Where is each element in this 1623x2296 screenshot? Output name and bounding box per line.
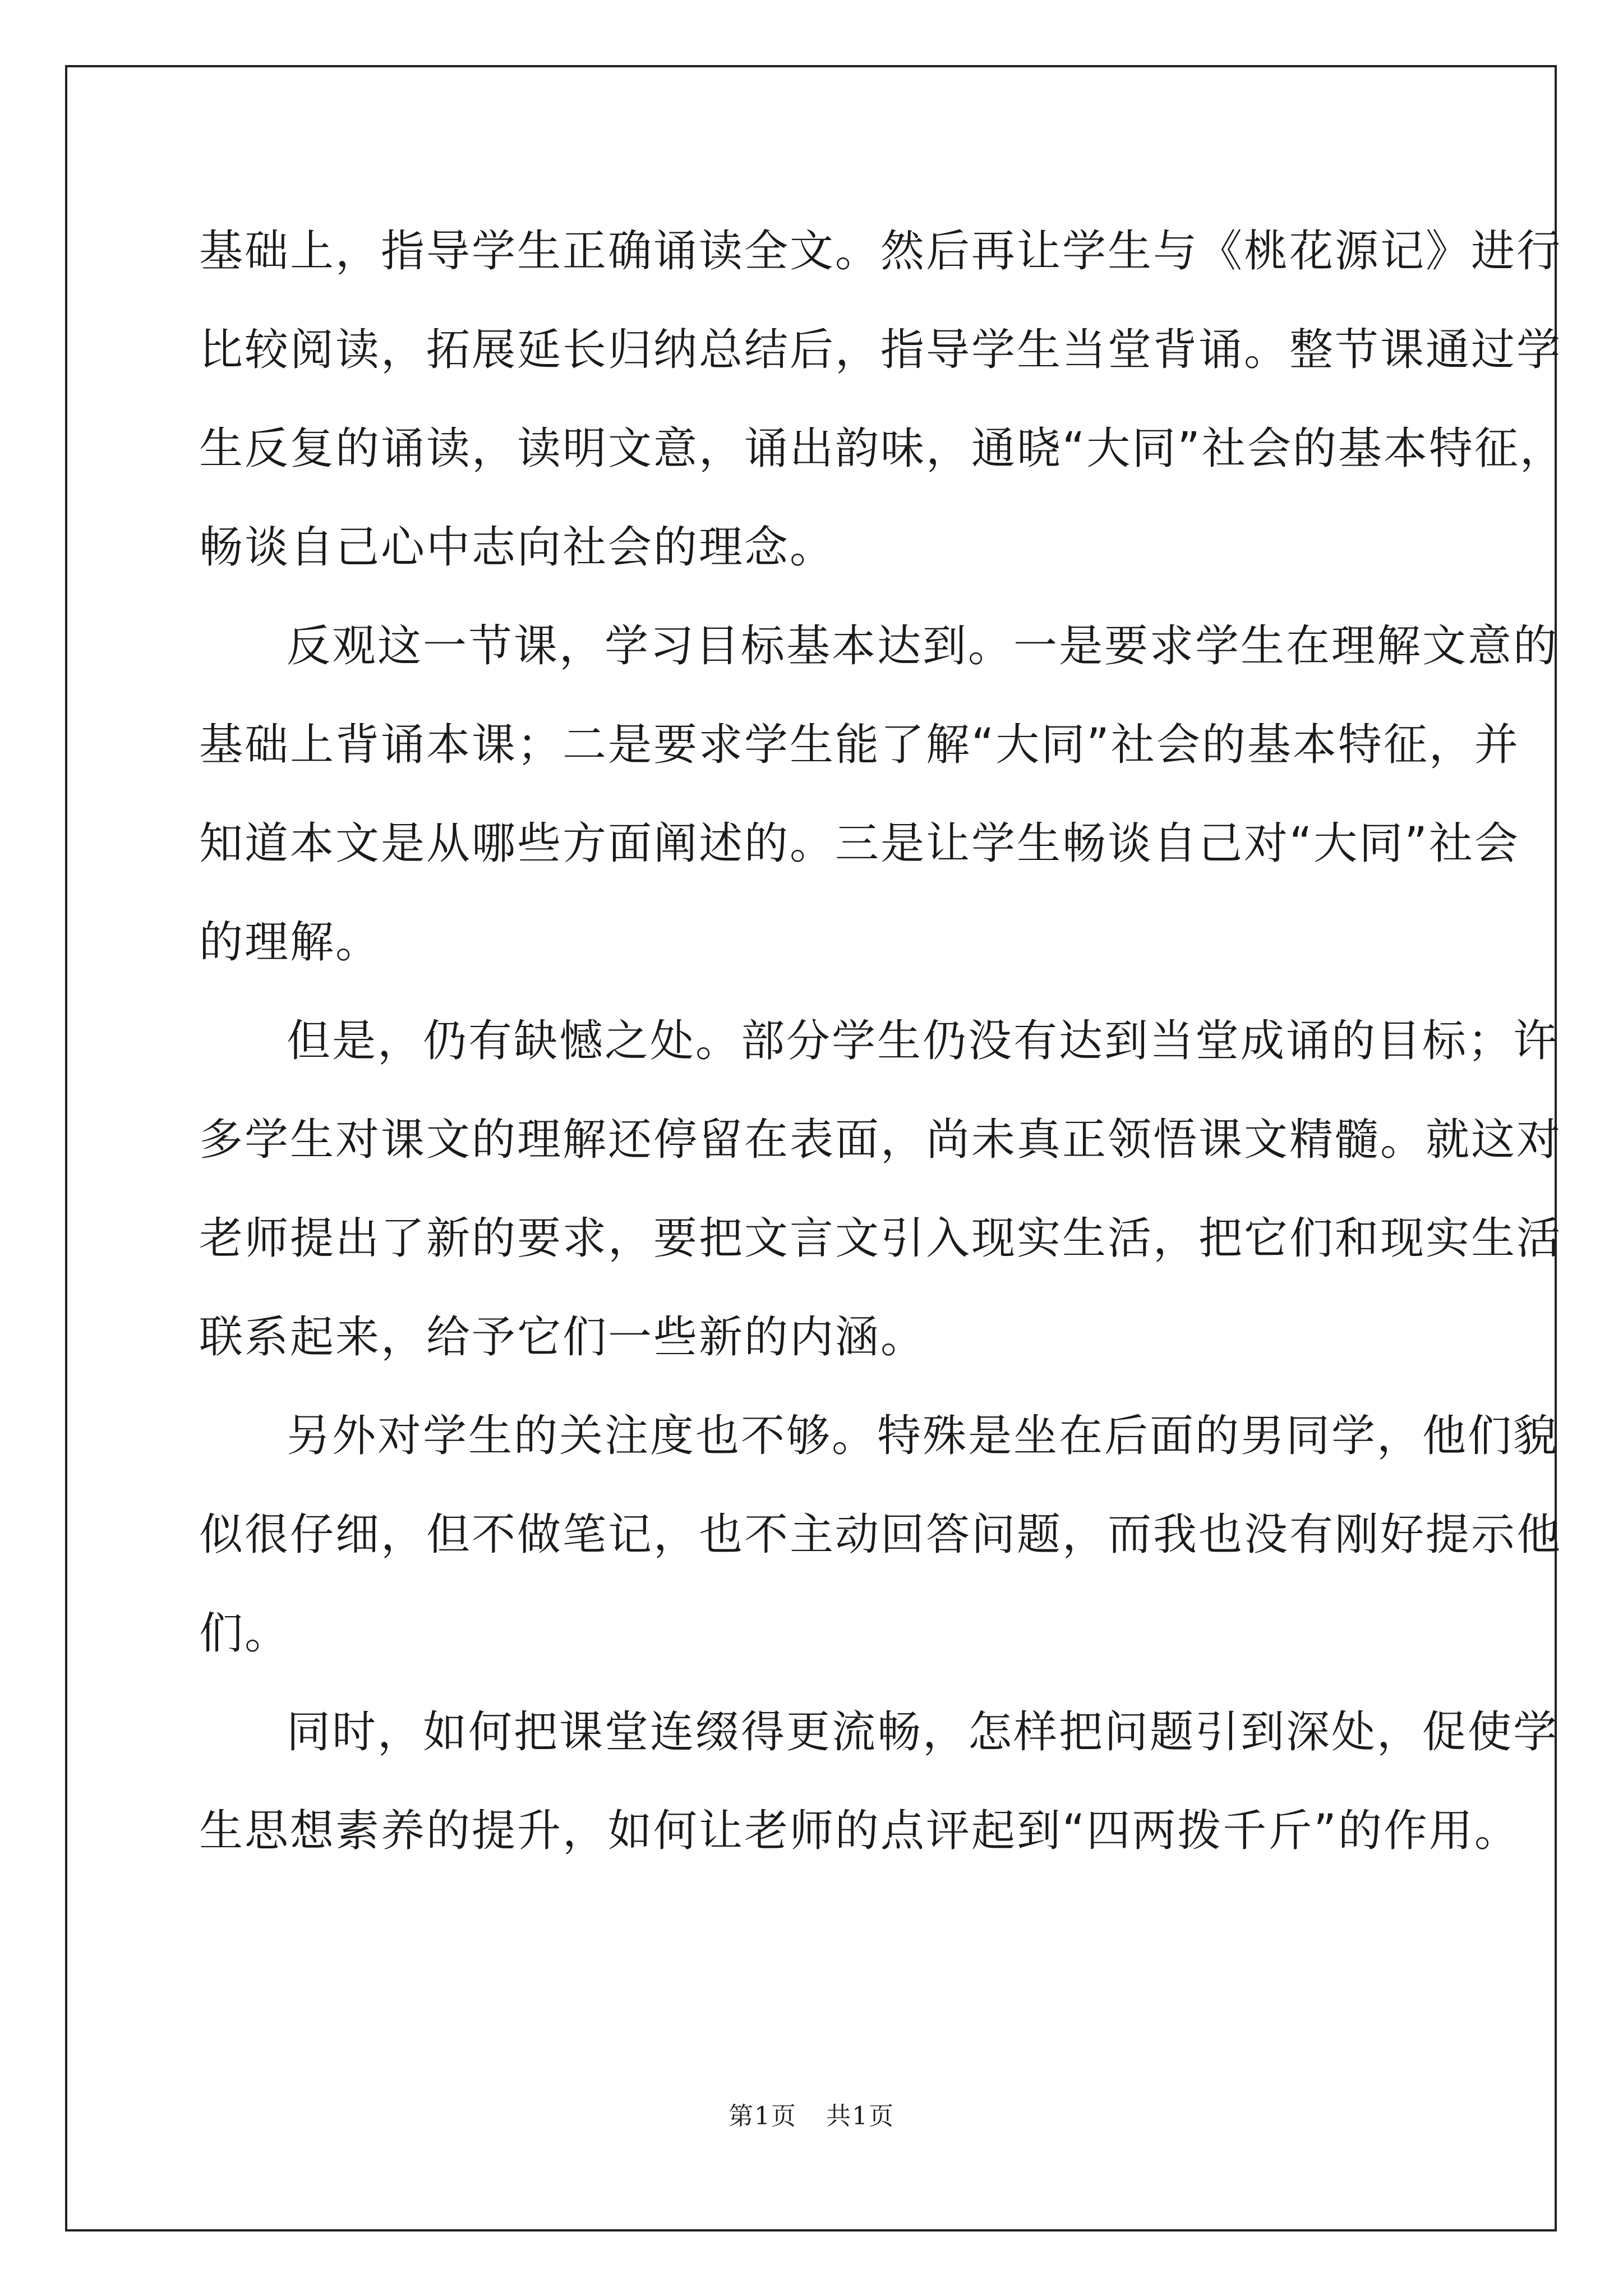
text-line: 同时，如何把课堂连缀得更流畅，怎样把问题引到深处，促使学 (287, 1707, 1559, 1757)
text-line: 比较阅读，拓展延长归纳总结后，指导学生当堂背诵。整节课通过学 (199, 325, 1562, 375)
text-line: 老师提出了新的要求，要把文言文引入现实生活，把它们和现实生活 (199, 1213, 1562, 1264)
text-line: 的理解。 (199, 917, 381, 968)
text-line: 多学生对课文的理解还停留在表面，尚未真正领悟课文精髓。就这对 (199, 1115, 1562, 1165)
page-total: 共1页 (826, 2102, 895, 2131)
paragraph (199, 992, 1562, 1387)
document-body (199, 202, 1565, 1880)
text-line: 但是，仍有缺憾之处。部分学生仍没有达到当堂成诵的目标；许 (287, 1016, 1559, 1066)
paragraph (199, 1387, 1562, 1683)
text-line: 基础上背诵本课；二是要求学生能了解“大同”社会的基本特征，并 (199, 720, 1520, 770)
text-line: 知道本文是从哪些方面阐述的。三是让学生畅谈自己对“大同”社会 (199, 818, 1520, 869)
text-line: 畅谈自己心中志向社会的理念。 (199, 522, 836, 573)
text-line: 们。 (199, 1608, 291, 1659)
text-line: 联系起来，给予它们一些新的内涵。 (199, 1312, 926, 1363)
text-line: 生思想素养的提升，如何让老师的点评起到“四两拨千斤”的作用。 (199, 1806, 1520, 1856)
paragraph (199, 202, 1565, 597)
page-number: 第1页 (728, 2102, 797, 2131)
page-footer (0, 2096, 1623, 2132)
text-line: 基础上，指导学生正确诵读全文。然后再让学生与《桃花源记》进行 (199, 226, 1562, 277)
text-line: 似很仔细，但不做笔记，也不主动回答问题，而我也没有刚好提示他 (199, 1510, 1562, 1560)
text-line: 反观这一节课，学习目标基本达到。一是要求学生在理解文意的 (287, 621, 1559, 671)
paragraph (199, 1683, 1559, 1880)
text-line: 生反复的诵读，读明文意，诵出韵味，通晓“大同”社会的基本特征， (199, 424, 1565, 474)
text-line: 另外对学生的关注度也不够。特殊是坐在后面的男同学，他们貌 (287, 1411, 1559, 1461)
paragraph (199, 597, 1559, 992)
